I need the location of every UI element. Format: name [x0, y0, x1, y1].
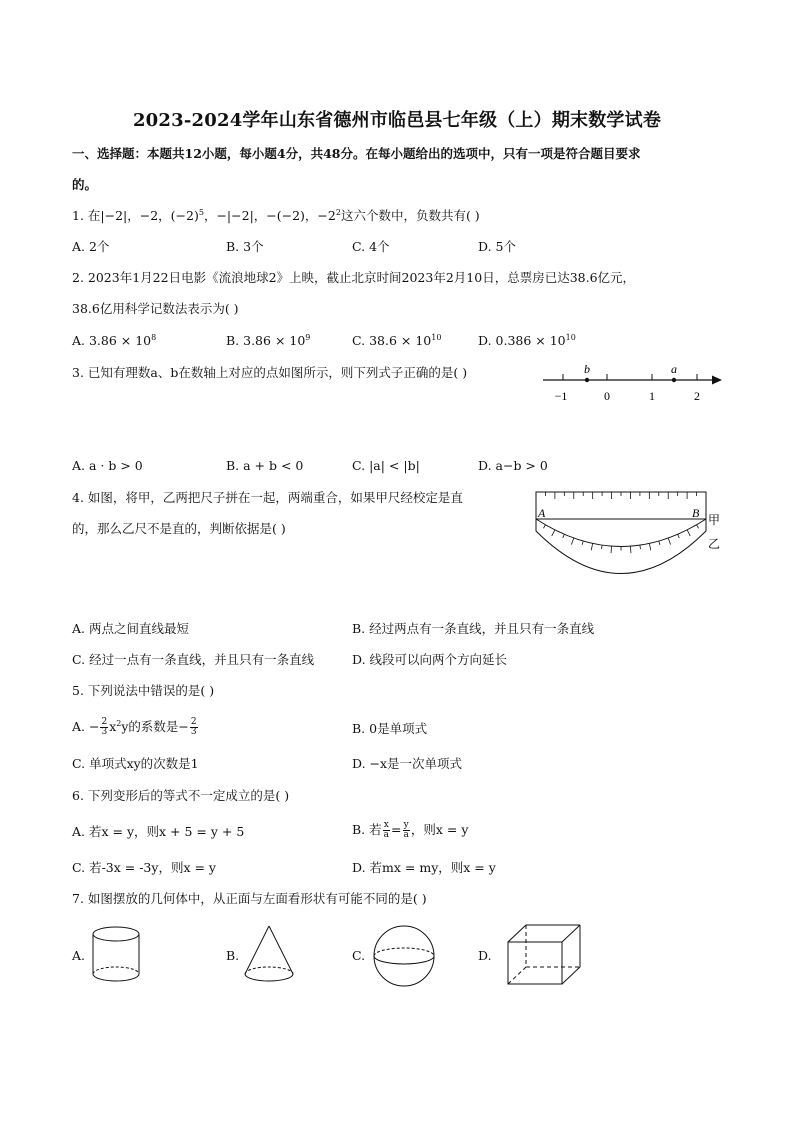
- q4-stem: 4. 如图，将甲，乙两把尺子拼在一起，两端重合，如果甲尺经校定是直: [72, 490, 463, 505]
- arrow-icon: [712, 376, 722, 385]
- q5-option-d: D. −x是一次单项式: [352, 756, 463, 771]
- q3-option-b: B. a + b < 0: [226, 458, 304, 473]
- ruler-yi-tick: [591, 543, 592, 550]
- q2-option-b: B. $3.86 \times 10^9$: [226, 332, 311, 348]
- ruler-yi-tick: [668, 538, 670, 545]
- q6-option-c: C. 若-3x = -3y，则x = y: [72, 860, 216, 875]
- number-line-figure: [540, 362, 730, 408]
- cuboid-figure: [502, 920, 584, 988]
- ruler-yi-tick: [640, 545, 641, 549]
- q7-option-b: B.: [226, 948, 240, 963]
- tick-label-0: 0: [604, 389, 610, 403]
- ruler-yi-tick: [571, 538, 573, 545]
- label-jia: 甲: [708, 513, 721, 527]
- page-title: 2023-2024学年山东省德州市临邑县七年级（上）期末数学试卷: [132, 110, 662, 131]
- cone-figure: [240, 922, 298, 988]
- label-A: A: [538, 506, 546, 520]
- q6-option-a: A. 若x = y，则x + 5 = y + 5: [72, 824, 245, 839]
- q4-stem-cont: 的，那么乙尺不是直的，判断依据是( ): [72, 521, 286, 536]
- ruler-yi-tick: [582, 541, 583, 545]
- q1-stem: 1. 在|−2|，−2，$(-2)^5$，−|−2|，−(−2)，$-2^2$这六个数中，负数共有( ): [72, 207, 480, 223]
- ruler-yi-tick: [602, 545, 603, 549]
- q6-stem: 6. 下列变形后的等式不一定成立的是( ): [72, 788, 290, 803]
- ruler-yi-inner: [536, 519, 706, 547]
- section-heading-cont: 的。: [72, 177, 98, 192]
- tick-label-minus-1: −1: [554, 389, 568, 403]
- q5-option-c: C. 单项式xy的次数是1: [72, 756, 199, 771]
- q5-option-a: A. − $\frac{2}{3}$ $x^2y$的系数是− $\frac{2}{3}$: [72, 717, 197, 737]
- ruler-yi-tick: [563, 534, 565, 538]
- label-yi: 乙: [708, 537, 721, 551]
- q1-option-c: C. 4个: [352, 239, 390, 254]
- q1-option-a: A. 2个: [72, 239, 110, 254]
- q5-stem: 5. 下列说法中错误的是( ): [72, 683, 215, 698]
- cylinder-figure: [88, 922, 144, 988]
- ruler-yi-tick: [543, 525, 545, 528]
- q3-option-d: D. a−b > 0: [478, 458, 548, 473]
- q4-option-d: D. 线段可以向两个方向延长: [352, 652, 508, 667]
- point-b: [585, 378, 589, 382]
- ruler-yi-tick: [678, 534, 680, 538]
- tick-label-1: 1: [649, 389, 655, 403]
- q6-option-b: B. 若 $\frac{x}{a}$ = $\frac{y}{a}$ ，则x = y: [352, 820, 469, 840]
- ruler-yi-ticks: [543, 525, 698, 553]
- point-a: [672, 378, 676, 382]
- sphere-figure: [370, 922, 438, 988]
- q7-option-d: D.: [478, 948, 492, 963]
- ruler-yi-tick: [630, 546, 631, 553]
- ruler-yi-tick: [697, 525, 699, 528]
- q6-option-d: D. 若mx = my，则x = y: [352, 860, 496, 875]
- label-B: B: [692, 506, 700, 520]
- ruler-jia: [536, 492, 706, 519]
- q2-option-c: C. $38.6 \times 10^{10}$: [352, 332, 442, 348]
- label-a: a: [671, 362, 677, 376]
- q1-option-d: D. 5个: [478, 239, 516, 254]
- q7-stem: 7. 如图摆放的几何体中，从正面与左面看形状有可能不同的是( ): [72, 891, 427, 906]
- ruler-yi-tick: [552, 530, 555, 536]
- tick-label-2: 2: [694, 389, 700, 403]
- q4-option-a: A. 两点之间直线最短: [72, 621, 189, 636]
- q7-option-c: C.: [352, 948, 366, 963]
- section-heading: 一、选择题：本题共12小题，每小题4分，共48分。在每小题给出的选项中，只有一项是符合题目要求: [72, 146, 641, 161]
- q2-option-a: A. $3.86 \times 10^8$: [72, 332, 157, 348]
- q2-stem-cont: 38.6亿用科学记数法表示为( ): [72, 301, 239, 316]
- q1-option-b: B. 3个: [226, 239, 264, 254]
- q4-option-c: C. 经过一点有一条直线，并且只有一条直线: [72, 652, 315, 667]
- q3-stem: 3. 已知有理数a、b在数轴上对应的点如图所示，则下列式子正确的是( ): [72, 365, 468, 380]
- ruler-yi-tick: [649, 543, 650, 550]
- q5-option-b: B. 0是单项式: [352, 721, 428, 736]
- q2-option-d: D. $0.386 \times 10^{10}$: [478, 332, 576, 348]
- ruler-yi-tick: [659, 541, 660, 545]
- ruler-jia-ticks: [536, 492, 706, 499]
- q4-option-b: B. 经过两点有一条直线，并且只有一条直线: [352, 621, 595, 636]
- q3-option-a: A. a · b > 0: [72, 458, 143, 473]
- ruler-figure: [530, 486, 730, 586]
- q7-option-a: A.: [72, 948, 86, 963]
- q2-stem: 2. 2023年1月22日电影《流浪地球2》上映，截止北京时间2023年2月10日，总票房已达38.6亿元，: [72, 270, 636, 285]
- ruler-yi-tick: [687, 530, 690, 536]
- label-b: b: [584, 362, 590, 376]
- q3-option-c: C. |a| < |b|: [352, 458, 420, 473]
- ruler-yi-tick: [611, 546, 612, 553]
